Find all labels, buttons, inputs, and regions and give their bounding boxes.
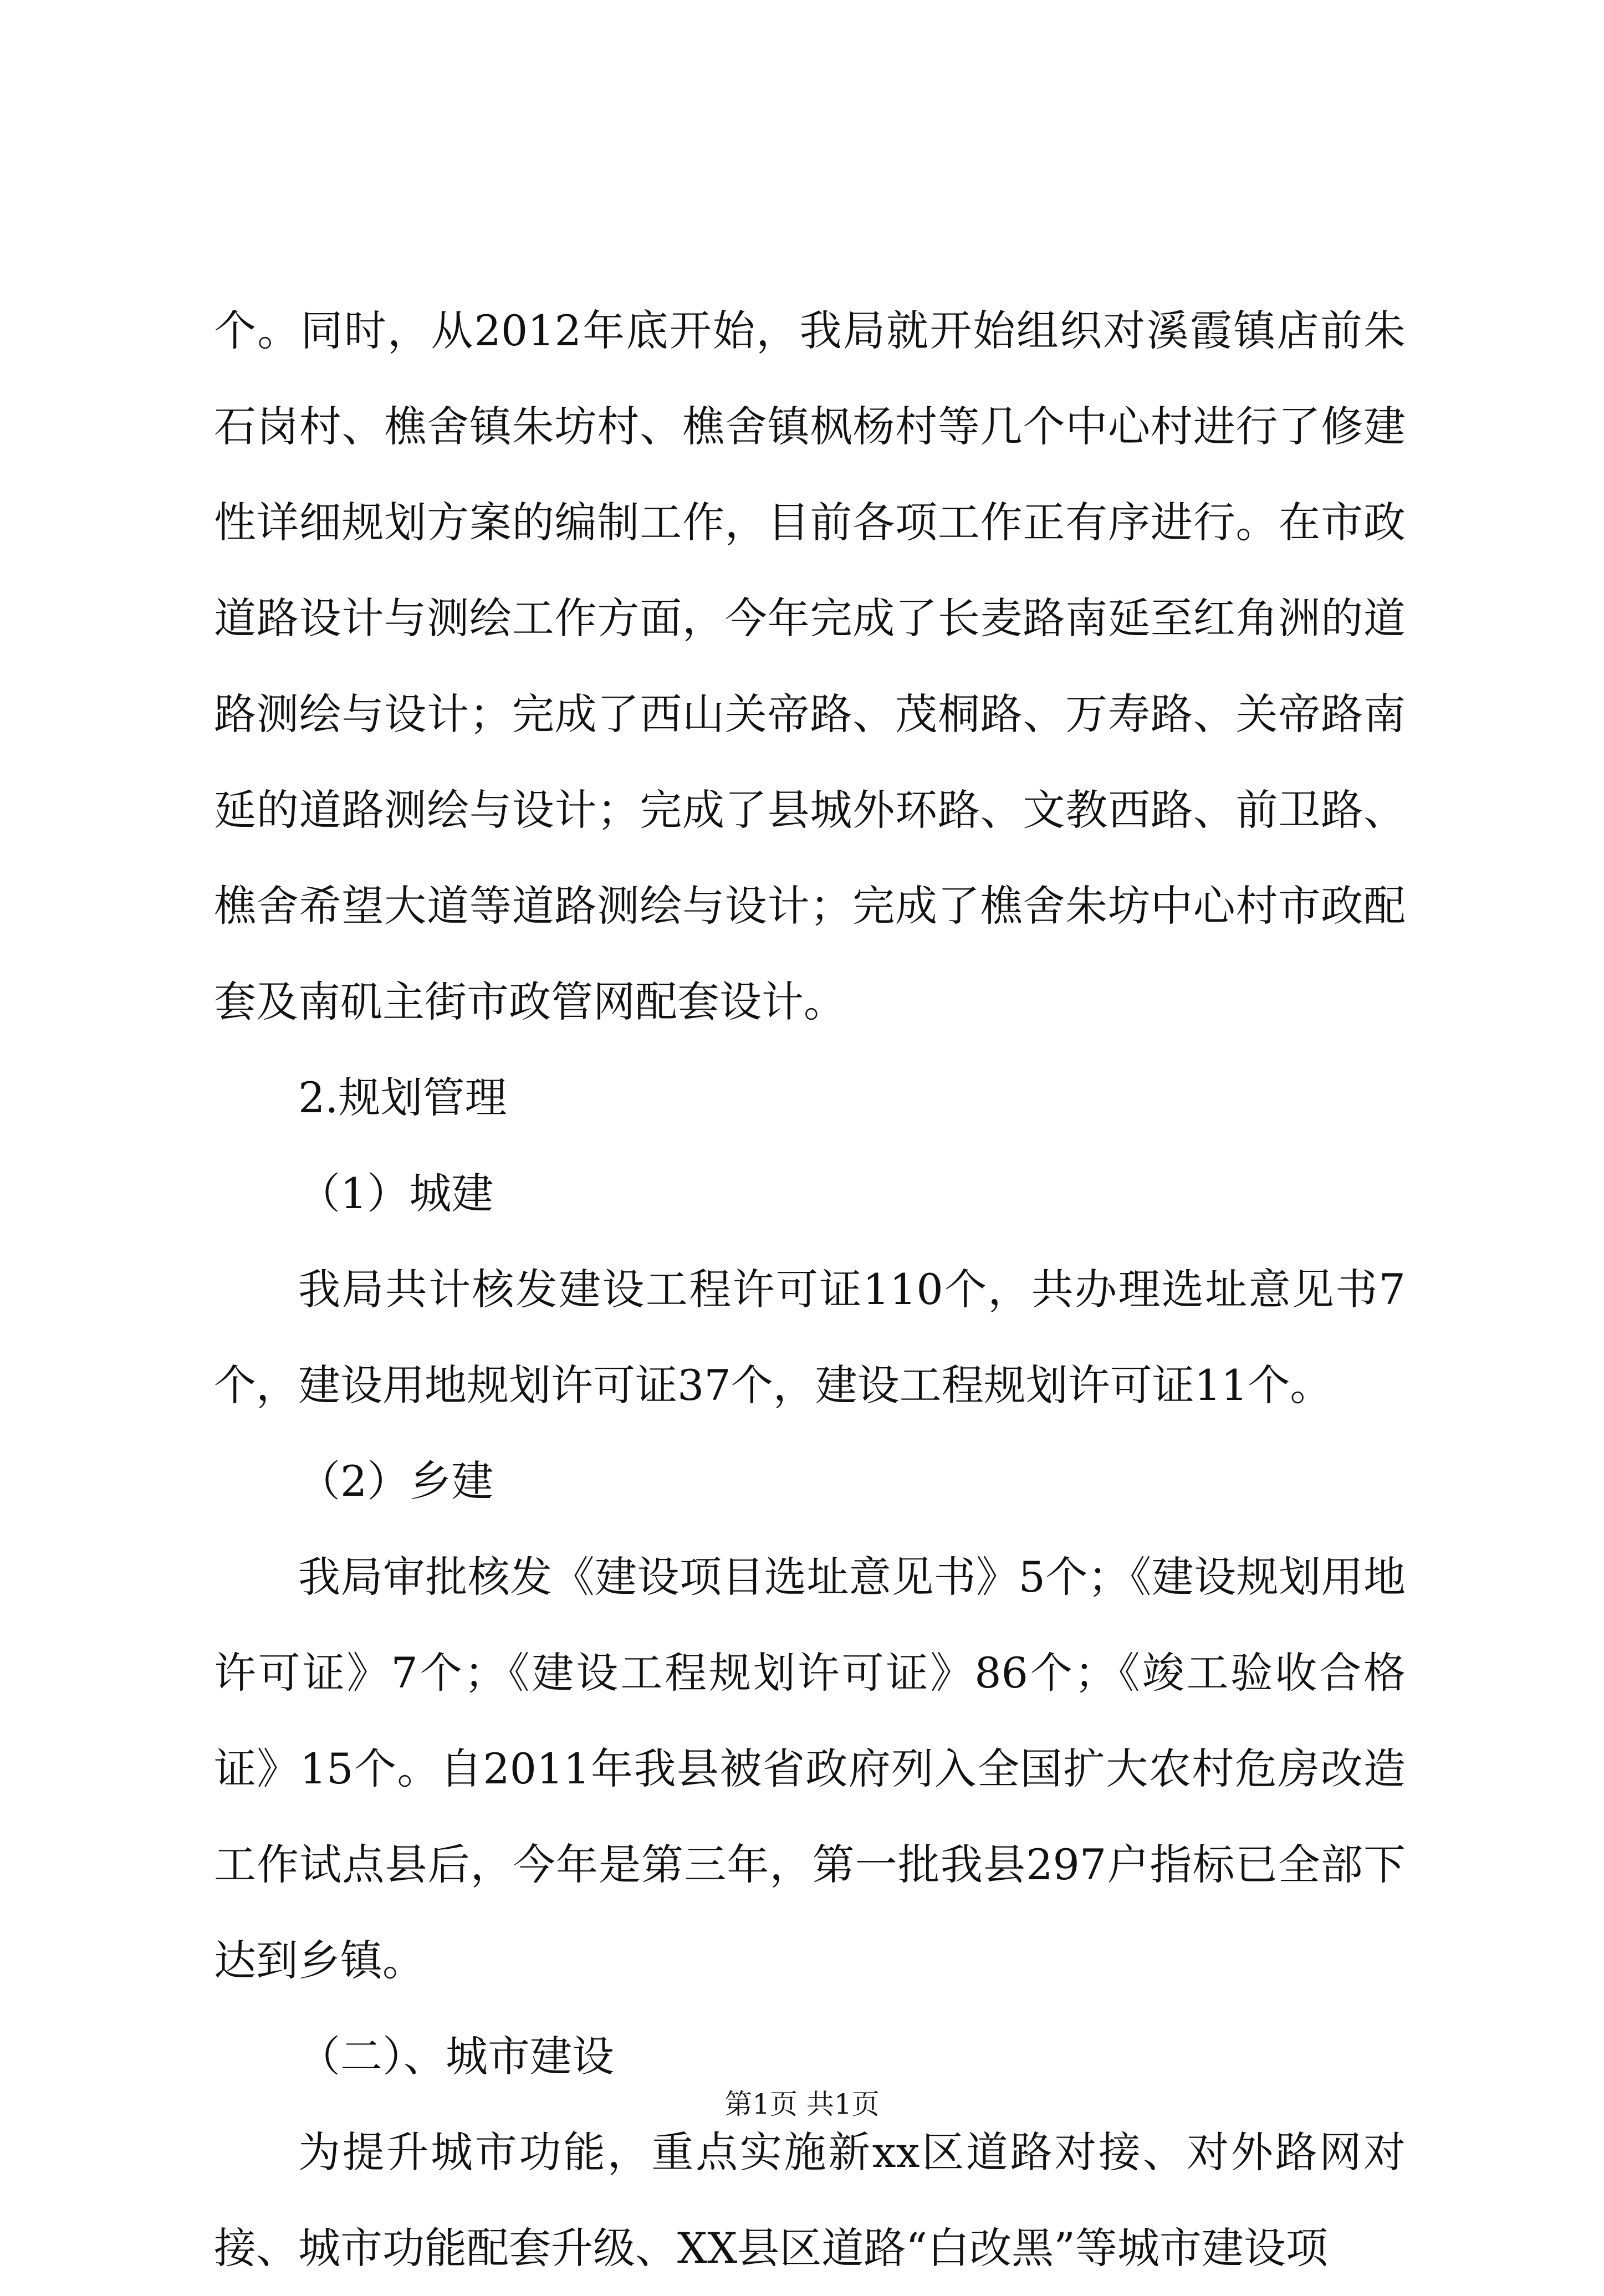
paragraph-urban-permits: 我局共计核发建设工程许可证110个，共办理选址意见书7个，建设用地规划许可证37个，建设工程规划许可证11个。 (214, 1265, 1406, 1410)
page-footer: 第1页 共1页 (724, 2088, 880, 2120)
paragraph-city-construction: 为提升城市功能，重点实施新xx区道路对接、对外路网对接、城市功能配套升级、XX县区道路“白改黑”等城市建设项 (214, 2128, 1406, 2273)
paragraph-rural-permits: 我局审批核发《建设项目选址意见书》5个；《建设规划用地许可证》7个；《建设工程规划许可证》86个；《竣工验收合格证》15个。自2011年我县被省政府列入全国扩大农村危房改造工作试点县后，今年是第三年，第一批我县297户指标已全部下达到乡镇。 (214, 1552, 1406, 1985)
section-heading-city-construction: （二）、城市建设 (298, 2032, 614, 2081)
document-body (214, 283, 1406, 2296)
subheading-urban-construction: （1）城建 (298, 1169, 494, 1218)
subheading-rural-construction: （2）乡建 (298, 1456, 494, 1506)
paragraph-planning-work-continued: 个。同时，从2012年底开始，我局就开始组织对溪霞镇店前朱石岗村、樵舍镇朱坊村、樵舍镇枫杨村等几个中心村进行了修建性详细规划方案的编制工作，目前各项工作正有序进行。在市政道路设计与测绘工作方面，今年完成了长麦路南延至红角洲的道路测绘与设计；完成了西山关帝路、茂桐路、万寿路、关帝路南延的道路测绘与设计；完成了县城外环路、文教西路、前卫路、樵舍希望大道等道路测绘与设计；完成了樵舍朱坊中心村市政配套及南矶主街市政管网配套设计。 (214, 306, 1406, 1026)
section-heading-planning-management: 2.规划管理 (298, 1073, 507, 1122)
